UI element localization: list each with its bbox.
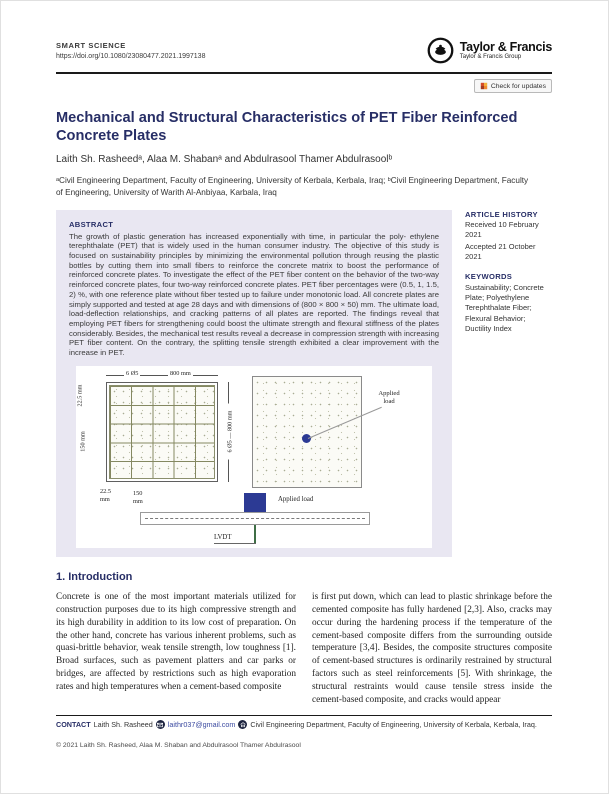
top-dimension-line	[106, 375, 218, 376]
beam-centerline	[145, 518, 365, 519]
affiliations: ᵃCivil Engineering Department, Faculty of Engineering, University of Kerbala, Kerbala, Iraq; ᵇCivil Engineering Department, Faculty of Engineering, University of Warith Al-Anbiyaa, Karbala, Iraq	[56, 176, 529, 197]
publisher-name-sub: Taylor & Francis Group	[459, 54, 522, 61]
contact-address: Civil Engineering Department, Faculty of Engineering, University of Kerbala, Kerbala, Iraq.	[250, 720, 537, 730]
keywords-list: Sustainability; Concrete Plate; Polyethylene Terephthalate Fiber; Flexural Behavior; Ductility Index	[465, 282, 544, 333]
loaded-plate-diagram	[252, 376, 362, 488]
accepted-date: Accepted 21 October 2021	[465, 241, 536, 262]
envelope-icon	[156, 720, 165, 729]
abstract-heading: ABSTRACT	[69, 219, 114, 229]
left-spacing-dim-label: 150 mm	[79, 431, 87, 452]
crossref-check-icon	[480, 82, 488, 90]
left-edge-dim-label: 22.5 mm	[76, 384, 84, 407]
lvdt-leader-line	[214, 543, 256, 544]
contact-email-link[interactable]: laithr037@gmail.com	[167, 720, 236, 730]
contact-line	[56, 720, 552, 729]
top-length-label: 800 mm	[170, 369, 191, 377]
intro-right-column: is first put down, which can lead to plastic shrinkage before the cemented composite has fully hardened [2,3]. Also, cracks may occur during the hardening process if the temperature of the cement-based composite differs from the surrounding outside temperature [3,4]. Besides, the composite structures composite of cement-based structures is ordinarily restrained by structural factors such as steel reinforcements [5]. With shrinkage, the structural restraints would cause tensile stress inside the cement-based composite, and cracks would appear	[312, 591, 552, 706]
authors-line: Laith Sh. Rasheedᵃ, Alaa M. Shabanᵃ and Abdulrasool Thamer Abdulrasoolᵇ	[56, 154, 393, 166]
received-date: Received 10 February 2021	[465, 219, 539, 240]
page-header	[56, 41, 552, 64]
article-title: Mechanical and Structural Characteristics of PET Fiber Reinforced Concrete Plates	[56, 110, 518, 145]
bottom-edge-dim-label: 22.5 mm	[100, 487, 112, 503]
publisher-name-main: Taylor & Francis	[459, 39, 552, 54]
rebar-grid	[109, 385, 215, 479]
applied-load-label-plan: Applied load	[378, 389, 400, 406]
publisher-name	[460, 41, 552, 61]
abstract-section	[56, 210, 552, 557]
top-bars-label: 6 Ø5	[126, 369, 139, 377]
load-block	[244, 493, 266, 512]
copyright-line: © 2021 Laith Sh. Rasheed, Alaa M. Shaban and Abdulrasool Thamer Abdulrasool	[56, 742, 301, 750]
article-history-heading: ARTICLE HISTORY	[465, 209, 538, 219]
keywords-heading: KEYWORDS	[465, 271, 513, 281]
building-icon	[238, 720, 247, 729]
intro-left-column: Concrete is one of the most important materials utilized for construction purposes due to its high compressive strength and its high durability in addition to its low cost of preparation. On the other hand, concrete has various inherent problems, such as quasi-brittle behavior, weak tensile strength, low toughness [1]. Broad surfaces, such as pavement platters and car parks or bridges, are affected by restrictions such as high evaporation rates and high temperatures when a cement-based composite	[56, 591, 296, 693]
lvdt-label: LVDT	[214, 533, 232, 541]
plate-plan-diagram	[106, 382, 218, 482]
journal-page	[1, 1, 608, 749]
introduction-section	[56, 571, 552, 707]
taylor-francis-logo-icon	[427, 37, 454, 64]
bottom-spacing-dim-label: 150 mm	[133, 489, 143, 505]
check-for-updates-label: Check for updates	[490, 82, 546, 90]
plate-side-view	[140, 512, 370, 525]
introduction-heading: 1. Introduction	[56, 570, 133, 583]
check-for-updates-button[interactable]	[474, 79, 552, 93]
lvdt-gauge-line	[254, 525, 256, 543]
contact-label: CONTACT	[56, 720, 91, 730]
contact-name: Laith Sh. Rasheed	[93, 720, 153, 730]
article-meta-sidebar	[465, 210, 552, 557]
publisher-logo	[427, 37, 552, 64]
abstract-text: The growth of plastic generation has increased exponentially with time, in particular the poly- ethylene terephthalate (PET) that is widely used in the human consumer industry. The objective of this study is focused on sustainability principles by minimizing the environmental pollution through reusing the plastic bottles by cutting them into small fibers to reinforce the concrete matrix to boost the performance of reinforced concrete plates. To investigate the effect of the PET fiber content on the behavior of the two-way reinforced concrete plates, four two-way reinforced concrete plates. PET fiber percentages were (0.5, 1, 1.5, 2) %, with one reference plate without fiber tested up to failure under monotonic load. All concrete plates are simply supported and tested at age 28 days and with dimensions of (800 × 800 × 50) mm. The ultimate load, load-deflection relationships, and cracking patterns of all plates are reported. The findings reveal that employing PET fibers for strengthening could boost the ultimate strength and flexural stiffness of the plates considerably. Besides, the mechanical test results reveal a decrease in compression strength with increasing PET fiber content. On the contrary, the splitting tensile strength exhibited a clear improvement with the increase in PET.	[69, 231, 439, 358]
journal-name: SMART SCIENCE	[56, 41, 126, 50]
specimen-figure	[76, 366, 432, 548]
header-rule	[56, 72, 552, 74]
journal-info	[56, 41, 205, 60]
abstract-panel	[56, 210, 452, 557]
applied-load-label-side: Applied load	[278, 495, 314, 503]
right-dim-label: 6 Ø5 — 800 mm	[227, 403, 234, 459]
doi-text: https://doi.org/10.1080/23080477.2021.1997138	[56, 53, 206, 60]
footer-rule	[56, 715, 552, 716]
